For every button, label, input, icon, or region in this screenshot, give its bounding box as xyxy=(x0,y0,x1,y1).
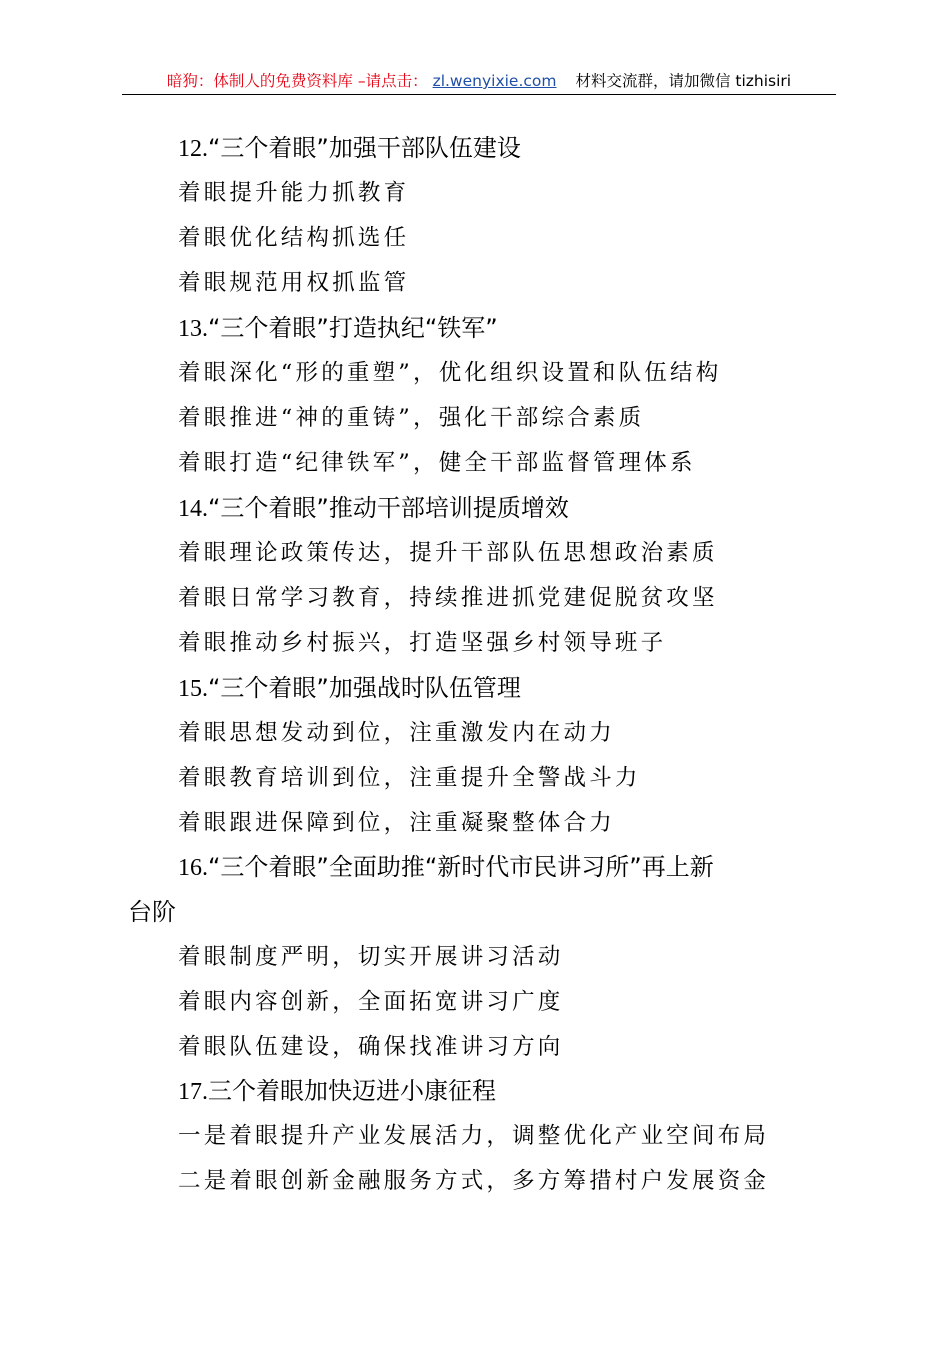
header-promo: 暗狗：体制人的免费资料库 xyxy=(166,72,353,90)
section-heading-continued: 台阶 xyxy=(128,898,176,926)
header-link[interactable]: zl.wenyixie.com xyxy=(432,72,557,90)
list-item: 着眼推进“神的重铸”，强化干部综合素质 xyxy=(178,405,645,431)
section-heading: 14.“三个着眼”推动干部培训提质增效 xyxy=(178,494,569,522)
section-heading: 17.三个着眼加快迈进小康征程 xyxy=(178,1077,496,1105)
list-item: 着眼思想发动到位，注重激发内在动力 xyxy=(178,720,615,746)
list-item: 着眼提升能力抓教育 xyxy=(178,180,410,206)
list-item: 着眼理论政策传达，提升干部队伍思想政治素质 xyxy=(178,540,718,566)
list-item: 着眼教育培训到位，注重提升全警战斗力 xyxy=(178,765,641,791)
list-item: 着眼推动乡村振兴，打造坚强乡村领导班子 xyxy=(178,630,667,656)
section-heading: 16.“三个着眼”全面助推“新时代市民讲习所”再上新 xyxy=(178,853,714,881)
page-header xyxy=(122,68,836,95)
list-item: 一是着眼提升产业发展活力，调整优化产业空间布局 xyxy=(178,1123,770,1149)
list-item: 着眼日常学习教育，持续推进抓党建促脱贫攻坚 xyxy=(178,585,718,611)
list-item: 着眼跟进保障到位，注重凝聚整体合力 xyxy=(178,810,615,836)
section-heading: 13.“三个着眼”打造执纪“铁军” xyxy=(178,314,498,342)
header-contact: 材料交流群，请加微信 tizhisiri xyxy=(575,72,792,90)
section-heading: 12.“三个着眼”加强干部队伍建设 xyxy=(178,134,521,162)
list-item: 着眼制度严明，切实开展讲习活动 xyxy=(178,944,564,970)
list-item: 着眼优化结构抓选任 xyxy=(178,225,410,251)
list-item: 着眼内容创新，全面拓宽讲习广度 xyxy=(178,989,564,1015)
list-item: 二是着眼创新金融服务方式，多方筹措村户发展资金 xyxy=(178,1168,770,1194)
list-item: 着眼队伍建设，确保找准讲习方向 xyxy=(178,1034,564,1060)
list-item: 着眼深化“形的重塑”，优化组织设置和队伍结构 xyxy=(178,360,722,386)
section-heading: 15.“三个着眼”加强战时队伍管理 xyxy=(178,674,521,702)
list-item: 着眼规范用权抓监管 xyxy=(178,270,410,296)
list-item: 着眼打造“纪律铁军”，健全干部监督管理体系 xyxy=(178,450,696,476)
header-click-prompt: –请点击： xyxy=(357,72,428,90)
